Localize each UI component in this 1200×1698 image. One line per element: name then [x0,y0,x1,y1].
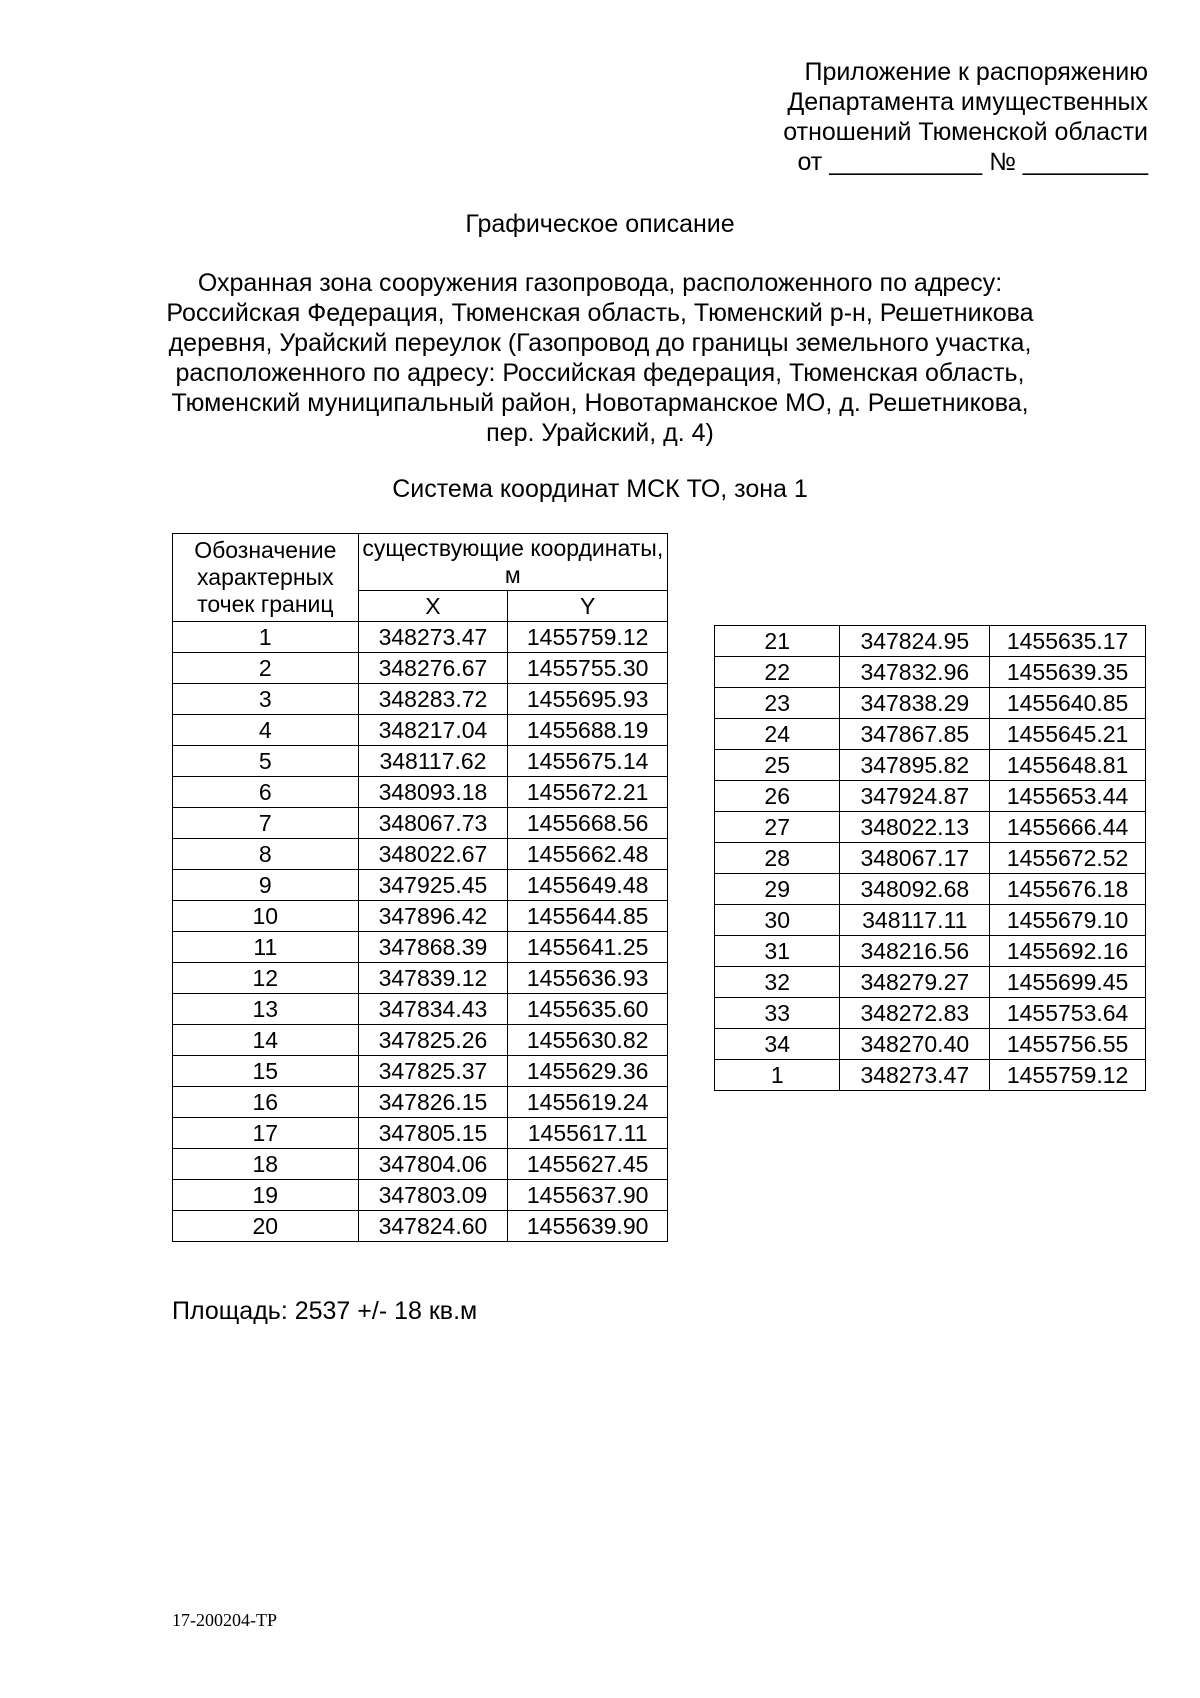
point-number-cell: 1 [173,622,359,653]
table-row [173,1149,668,1180]
table-row [173,777,668,808]
table-row [173,901,668,932]
table-row [715,626,1146,657]
y-coordinate-cell: 1455675.14 [508,746,668,777]
point-number-cell: 13 [173,994,359,1025]
header-existing-coordinates: существующие координаты, м [358,534,667,591]
point-number-cell: 3 [173,684,359,715]
x-coordinate-cell: 347825.26 [358,1025,508,1056]
point-number-cell: 25 [715,750,840,781]
point-number-cell: 7 [173,808,359,839]
y-coordinate-cell: 1455695.93 [508,684,668,715]
point-number-cell: 1 [715,1060,840,1091]
table-row [173,1118,668,1149]
point-number-cell: 5 [173,746,359,777]
x-coordinate-cell: 347824.60 [358,1211,508,1242]
y-coordinate-cell: 1455756.55 [990,1029,1146,1060]
y-coordinate-cell: 1455666.44 [990,812,1146,843]
point-number-cell: 9 [173,870,359,901]
coordinate-system-label: Система координат МСК ТО, зона 1 [392,475,808,503]
y-coordinate-cell: 1455759.12 [990,1060,1146,1091]
point-number-cell: 16 [173,1087,359,1118]
y-coordinate-cell: 1455644.85 [508,901,668,932]
table-row [173,839,668,870]
zone-description-line: Тюменский муниципальный район, Новотарманское МО, д. Решетникова, [171,389,1029,417]
y-coordinate-cell: 1455630.82 [508,1025,668,1056]
x-coordinate-cell: 348216.56 [840,936,990,967]
y-coordinate-cell: 1455662.48 [508,839,668,870]
table-row [173,932,668,963]
y-coordinate-cell: 1455648.81 [990,750,1146,781]
table-row [715,998,1146,1029]
table-row [715,750,1146,781]
table-row [715,1060,1146,1091]
header-line: Департамента имущественных [787,88,1148,116]
point-number-cell: 15 [173,1056,359,1087]
point-number-cell: 17 [173,1118,359,1149]
y-coordinate-cell: 1455629.36 [508,1056,668,1087]
table-row [715,688,1146,719]
y-coordinate-cell: 1455688.19 [508,715,668,746]
point-number-cell: 23 [715,688,840,719]
table-row [715,719,1146,750]
point-number-cell: 33 [715,998,840,1029]
zone-description-line: расположенного по адресу: Российская федерация, Тюменская область, [175,359,1025,387]
table-row [173,1180,668,1211]
y-coordinate-cell: 1455639.35 [990,657,1146,688]
y-coordinate-cell: 1455637.90 [508,1180,668,1211]
point-number-cell: 24 [715,719,840,750]
zone-description-line: Российская Федерация, Тюменская область, Тюменский р-н, Решетникова [166,299,1034,327]
header-line: отношений Тюменской области [783,118,1148,146]
x-coordinate-cell: 347834.43 [358,994,508,1025]
table-row [715,812,1146,843]
point-number-cell: 2 [173,653,359,684]
y-coordinate-cell: 1455672.21 [508,777,668,808]
header-point-designation: Обозначение характерных точек границ [173,534,359,622]
x-coordinate-cell: 347838.29 [840,688,990,719]
table-row [173,684,668,715]
x-coordinate-cell: 347895.82 [840,750,990,781]
table-row [715,843,1146,874]
table-row [173,808,668,839]
y-coordinate-cell: 1455619.24 [508,1087,668,1118]
point-number-cell: 21 [715,626,840,657]
x-coordinate-cell: 348093.18 [358,777,508,808]
table-row [173,715,668,746]
zone-description-line: пер. Урайский, д. 4) [486,419,714,447]
point-number-cell: 11 [173,932,359,963]
area-value: Площадь: 2537 +/- 18 кв.м [172,1297,478,1325]
point-number-cell: 31 [715,936,840,967]
y-coordinate-cell: 1455636.93 [508,963,668,994]
point-number-cell: 19 [173,1180,359,1211]
x-coordinate-cell: 347832.96 [840,657,990,688]
y-coordinate-cell: 1455641.25 [508,932,668,963]
header-date-number-line: от ___________ № _________ [797,148,1148,176]
y-coordinate-cell: 1455635.17 [990,626,1146,657]
y-coordinate-cell: 1455653.44 [990,781,1146,812]
y-coordinate-cell: 1455755.30 [508,653,668,684]
x-coordinate-cell: 348022.67 [358,839,508,870]
point-number-cell: 18 [173,1149,359,1180]
zone-description-line: Охранная зона сооружения газопровода, расположенного по адресу: [197,269,1003,297]
point-number-cell: 32 [715,967,840,998]
table-row [715,657,1146,688]
x-coordinate-cell: 347805.15 [358,1118,508,1149]
table-row [173,622,668,653]
table-row [715,781,1146,812]
table-row [173,1056,668,1087]
header-x: X [358,591,508,622]
coordinates-table-left [172,533,668,1242]
y-coordinate-cell: 1455645.21 [990,719,1146,750]
x-coordinate-cell: 348092.68 [840,874,990,905]
table-row [173,653,668,684]
x-coordinate-cell: 347925.45 [358,870,508,901]
x-coordinate-cell: 348117.62 [358,746,508,777]
y-coordinate-cell: 1455635.60 [508,994,668,1025]
x-coordinate-cell: 348276.67 [358,653,508,684]
y-coordinate-cell: 1455649.48 [508,870,668,901]
x-coordinate-cell: 348270.40 [840,1029,990,1060]
x-coordinate-cell: 348067.17 [840,843,990,874]
point-number-cell: 14 [173,1025,359,1056]
coordinates-right-body [715,626,1146,1091]
table-row [715,874,1146,905]
document-code: 17-200204-TP [172,1610,277,1630]
header-y: Y [508,591,668,622]
point-number-cell: 28 [715,843,840,874]
y-coordinate-cell: 1455692.16 [990,936,1146,967]
x-coordinate-cell: 347868.39 [358,932,508,963]
header-line: Приложение к распоряжению [804,58,1148,86]
table-row [715,967,1146,998]
y-coordinate-cell: 1455640.85 [990,688,1146,719]
y-coordinate-cell: 1455699.45 [990,967,1146,998]
table-row [715,936,1146,967]
y-coordinate-cell: 1455676.18 [990,874,1146,905]
x-coordinate-cell: 348067.73 [358,808,508,839]
x-coordinate-cell: 347804.06 [358,1149,508,1180]
x-coordinate-cell: 347896.42 [358,901,508,932]
x-coordinate-cell: 347824.95 [840,626,990,657]
point-number-cell: 30 [715,905,840,936]
table-row [173,1211,668,1242]
document-title: Графическое описание [465,210,735,238]
y-coordinate-cell: 1455617.11 [508,1118,668,1149]
x-coordinate-cell: 348273.47 [840,1060,990,1091]
zone-description-line: деревня, Урайский переулок (Газопровод до границы земельного участка, [168,329,1032,357]
y-coordinate-cell: 1455639.90 [508,1211,668,1242]
y-coordinate-cell: 1455679.10 [990,905,1146,936]
y-coordinate-cell: 1455753.64 [990,998,1146,1029]
point-number-cell: 22 [715,657,840,688]
point-number-cell: 20 [173,1211,359,1242]
y-coordinate-cell: 1455672.52 [990,843,1146,874]
table-row [173,1025,668,1056]
table-row [715,1029,1146,1060]
coordinates-left-body [173,622,668,1242]
order-appendix-header [548,57,1148,177]
x-coordinate-cell: 348273.47 [358,622,508,653]
table-row [715,905,1146,936]
point-number-cell: 4 [173,715,359,746]
x-coordinate-cell: 347839.12 [358,963,508,994]
y-coordinate-cell: 1455627.45 [508,1149,668,1180]
table-row [173,994,668,1025]
x-coordinate-cell: 347924.87 [840,781,990,812]
x-coordinate-cell: 348117.11 [840,905,990,936]
table-row [173,1087,668,1118]
point-number-cell: 34 [715,1029,840,1060]
zone-description [160,268,1040,448]
point-number-cell: 12 [173,963,359,994]
point-number-cell: 6 [173,777,359,808]
x-coordinate-cell: 348283.72 [358,684,508,715]
x-coordinate-cell: 348272.83 [840,998,990,1029]
x-coordinate-cell: 347826.15 [358,1087,508,1118]
point-number-cell: 29 [715,874,840,905]
coordinates-table-right [714,625,1146,1091]
x-coordinate-cell: 347867.85 [840,719,990,750]
x-coordinate-cell: 348022.13 [840,812,990,843]
point-number-cell: 26 [715,781,840,812]
y-coordinate-cell: 1455668.56 [508,808,668,839]
table-row [173,963,668,994]
table-row [173,746,668,777]
x-coordinate-cell: 348279.27 [840,967,990,998]
point-number-cell: 8 [173,839,359,870]
x-coordinate-cell: 348217.04 [358,715,508,746]
x-coordinate-cell: 347803.09 [358,1180,508,1211]
point-number-cell: 27 [715,812,840,843]
x-coordinate-cell: 347825.37 [358,1056,508,1087]
point-number-cell: 10 [173,901,359,932]
table-row [173,870,668,901]
y-coordinate-cell: 1455759.12 [508,622,668,653]
